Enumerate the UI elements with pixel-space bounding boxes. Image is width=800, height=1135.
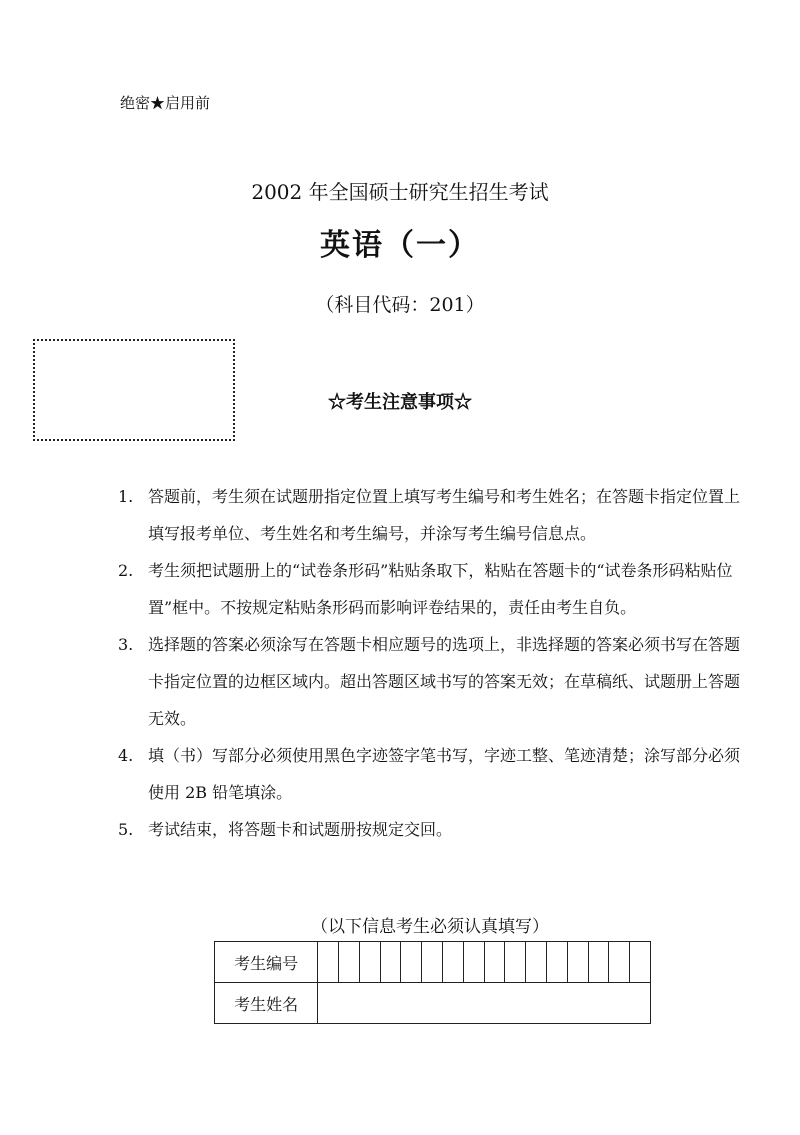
candidate-number-cell[interactable] — [588, 942, 609, 983]
candidate-number-cell[interactable] — [318, 942, 339, 983]
candidate-name-label: 考生姓名 — [215, 983, 318, 1024]
note-text: 考试结束，将答题卡和试题册按规定交回。 — [148, 820, 453, 839]
note-number: 1. — [118, 487, 134, 506]
notes-list — [118, 478, 748, 848]
candidate-info-table — [214, 941, 651, 1024]
note-item — [118, 626, 748, 737]
notes-heading: ☆考生注意事项☆ — [328, 392, 472, 413]
candidate-number-cell[interactable] — [567, 942, 588, 983]
note-number: 4. — [118, 746, 134, 765]
candidate-number-row — [215, 942, 651, 983]
candidate-number-cell[interactable] — [463, 942, 484, 983]
note-number: 3. — [118, 635, 134, 654]
note-text: 填（书）写部分必须使用黑色字迹签字笔书写，字迹工整、笔迹清楚；涂写部分必须使用 2B 铅笔填涂。 — [148, 746, 741, 802]
note-item — [118, 811, 748, 848]
candidate-number-cell[interactable] — [546, 942, 567, 983]
candidate-number-cell[interactable] — [422, 942, 443, 983]
candidate-name-row — [215, 983, 651, 1024]
candidate-number-cell[interactable] — [630, 942, 651, 983]
candidate-number-cell[interactable] — [401, 942, 422, 983]
note-text: 考生须把试题册上的“试卷条形码”粘贴条取下，粘贴在答题卡的“试卷条形码粘贴位置”框中。不按规定粘贴条形码而影响评卷结果的，责任由考生自负。 — [148, 561, 733, 617]
candidate-number-label: 考生编号 — [215, 942, 318, 983]
subject-title: 英语（一） — [320, 228, 480, 263]
candidate-number-cell[interactable] — [359, 942, 380, 983]
note-text: 答题前，考生须在试题册指定位置上填写考生编号和考生姓名；在答题卡指定位置上填写报考单位、考生姓名和考生编号，并涂写考生编号信息点。 — [148, 487, 741, 543]
note-text: 选择题的答案必须涂写在答题卡相应题号的选项上，非选择题的答案必须书写在答题卡指定位置的边框区域内。超出答题区域书写的答案无效；在草稿纸、试题册上答题无效。 — [148, 635, 741, 728]
note-number: 2. — [118, 561, 134, 580]
note-item — [118, 478, 748, 552]
candidate-number-cell[interactable] — [505, 942, 526, 983]
candidate-name-field[interactable] — [318, 983, 651, 1024]
candidate-number-cell[interactable] — [484, 942, 505, 983]
candidate-number-cell[interactable] — [380, 942, 401, 983]
candidate-number-cell[interactable] — [442, 942, 463, 983]
note-number: 5. — [118, 820, 134, 839]
secret-mark: 绝密★启用前 — [120, 94, 211, 112]
note-item — [118, 737, 748, 811]
exam-year-title: 2002 年全国硕士研究生招生考试 — [251, 180, 549, 204]
info-caption: （以下信息考生必须认真填写） — [311, 917, 549, 937]
candidate-number-cell[interactable] — [526, 942, 547, 983]
candidate-number-cell[interactable] — [609, 942, 630, 983]
note-item — [118, 552, 748, 626]
subject-code: （科目代码：201） — [315, 294, 485, 316]
candidate-number-cell[interactable] — [338, 942, 359, 983]
